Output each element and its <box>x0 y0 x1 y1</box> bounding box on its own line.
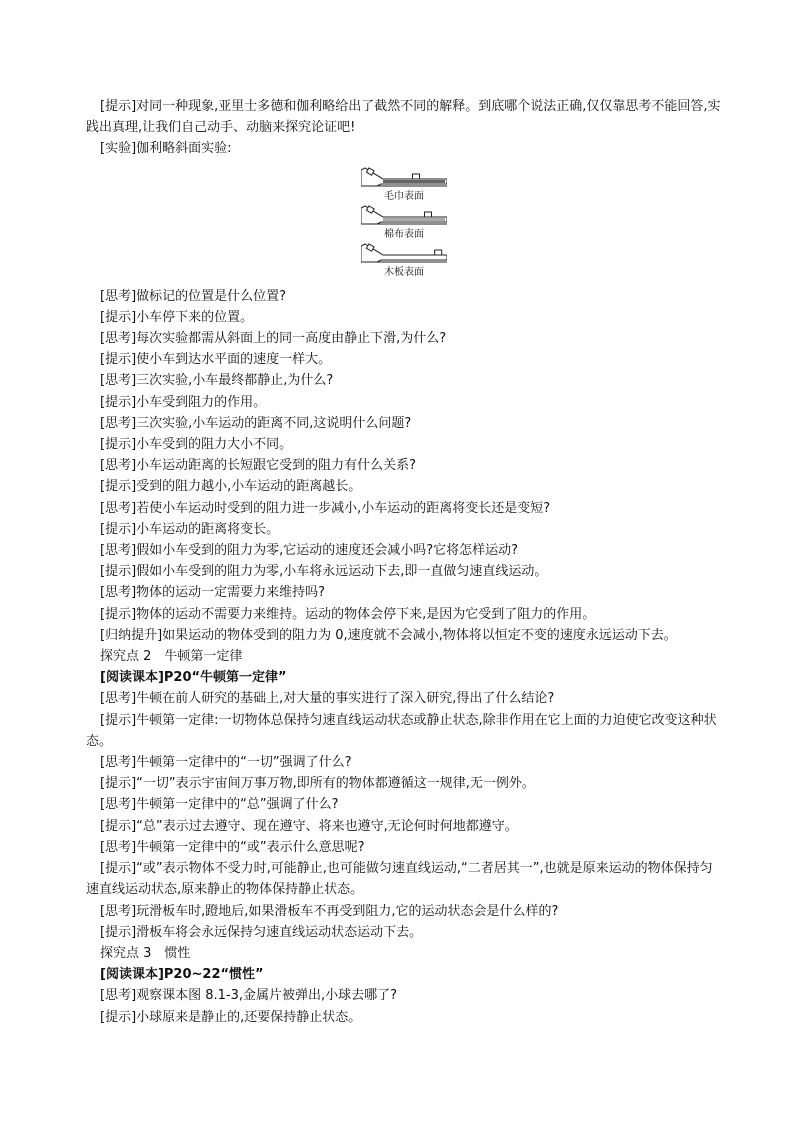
qa-paragraph: [思考]假如小车受到的阻力为零,它运动的速度还会减小吗?它将怎样运动? <box>100 543 519 559</box>
qa-paragraph: [提示]受到的阻力越小,小车运动的距离越长。 <box>100 479 362 495</box>
qa-paragraph: [提示]“总”表示过去遵守、现在遵守、将来也遵守,无论何时何地都遵守。 <box>100 818 518 834</box>
document-body <box>86 96 722 1028</box>
qa-paragraph: [提示]小车停下来的位置。 <box>100 309 254 325</box>
qa-paragraph: [提示]“一切”表示宇宙间万事万物,即所有的物体都遵循这一规律,无一例外。 <box>100 776 535 792</box>
cart-mark-cotton <box>425 212 432 217</box>
cart-mark-wood <box>435 250 442 255</box>
qa-paragraph: [提示]小车受到的阻力大小不同。 <box>100 437 293 453</box>
caption-cotton: 棉布表面 <box>384 228 424 240</box>
incline-panel-towel <box>361 166 447 203</box>
caption-towel: 毛巾表面 <box>384 190 424 202</box>
qa-paragraph: [思考]三次实验,小车最终都静止,为什么? <box>100 373 334 389</box>
qa-paragraph: [思考]牛顿第一定律中的“一切”强调了什么? <box>100 755 352 771</box>
qa-paragraph: [归纳提升]如果运动的物体受到的阻力为 0,速度就不会减小,物体将以恒定不变的速度永远运动下去。 <box>100 627 677 643</box>
qa-paragraph: [思考]若使小车运动时受到的阻力进一步减小,小车运动的距离将变长还是变短? <box>100 500 551 516</box>
qa-paragraph: [提示]小车受到阻力的作用。 <box>100 394 267 410</box>
qa-paragraph: [思考]小车运动距离的长短跟它受到的阻力有什么关系? <box>100 458 417 474</box>
cart-mark-towel <box>413 174 420 179</box>
qa-paragraph: [思考]三次实验,小车运动的距离不同,这说明什么问题? <box>100 415 412 431</box>
incline-diagram-towel <box>361 166 447 190</box>
experiment-heading: [实验]伽利略斜面实验: <box>100 141 232 157</box>
incline-panel-wood <box>361 242 447 279</box>
qa-paragraph: [阅读课本]P20~22“惯性” <box>100 967 264 983</box>
galileo-incline-figure <box>86 166 722 280</box>
qa-paragraph: [思考]玩滑板车时,蹬地后,如果滑板车不再受到阻力,它的运动状态会是什么样的? <box>100 903 559 919</box>
qa-paragraph: [提示]使小车到达水平面的速度一样大。 <box>100 352 332 368</box>
qa-paragraph: [提示]物体的运动不需要力来维持。运动的物体会停下来,是因为它受到了阻力的作用。 <box>100 606 596 622</box>
qa-paragraph: [提示]小车运动的距离将变长。 <box>100 521 280 537</box>
qa-paragraph: [提示]牛顿第一定律:一切物体总保持匀速直线运动状态或静止状态,除非作用在它上面的力迫使它改变这种状态。 <box>86 712 717 749</box>
incline-panel-cotton <box>361 204 447 241</box>
qa-paragraph: [思考]物体的运动一定需要力来维持吗? <box>100 585 326 601</box>
section-heading: 探究点 2 牛顿第一定律 <box>100 649 243 665</box>
qa-paragraph-list <box>86 286 722 1028</box>
qa-paragraph: [思考]观察课本图 8.1-3,金属片被弹出,小球去哪了? <box>100 988 398 1004</box>
incline-diagram-wood <box>361 242 447 266</box>
qa-paragraph: [提示]“或”表示物体不受力时,可能静止,也可能做匀速直线运动,“二者居其一”,也就是原来运动的物体保持匀速直线运动状态,原来静止的物体保持静止状态。 <box>86 861 713 898</box>
qa-paragraph: [提示]小球原来是静止的,还要保持静止状态。 <box>100 1009 362 1025</box>
qa-paragraph: [提示]滑板车将会永远保持匀速直线运动状态运动下去。 <box>100 924 423 940</box>
qa-paragraph: [思考]牛顿在前人研究的基础上,对大量的事实进行了深入研究,得出了什么结论? <box>100 691 555 707</box>
qa-paragraph: [阅读课本]P20“牛顿第一定律” <box>100 670 287 686</box>
caption-wood: 木板表面 <box>384 266 424 278</box>
section-heading: 探究点 3 惯性 <box>100 945 191 961</box>
hint-paragraph: [提示]对同一种现象,亚里士多德和伽利略给出了截然不同的解释。到底哪个说法正确,仅仅靠思考不能回答,实践出真理,让我们自己动手、动脑来探究论证吧! <box>86 99 721 136</box>
qa-paragraph: [思考]做标记的位置是什么位置? <box>100 288 287 304</box>
qa-paragraph: [思考]每次实验都需从斜面上的同一高度由静止下滑,为什么? <box>100 331 447 347</box>
qa-paragraph: [思考]牛顿第一定律中的“总”强调了什么? <box>100 797 339 813</box>
qa-paragraph: [思考]牛顿第一定律中的“或”表示什么意思呢? <box>100 839 365 855</box>
incline-diagram-cotton <box>361 204 447 228</box>
qa-paragraph: [提示]假如小车受到的阻力为零,小车将永远运动下去,即一直做匀速直线运动。 <box>100 564 548 580</box>
